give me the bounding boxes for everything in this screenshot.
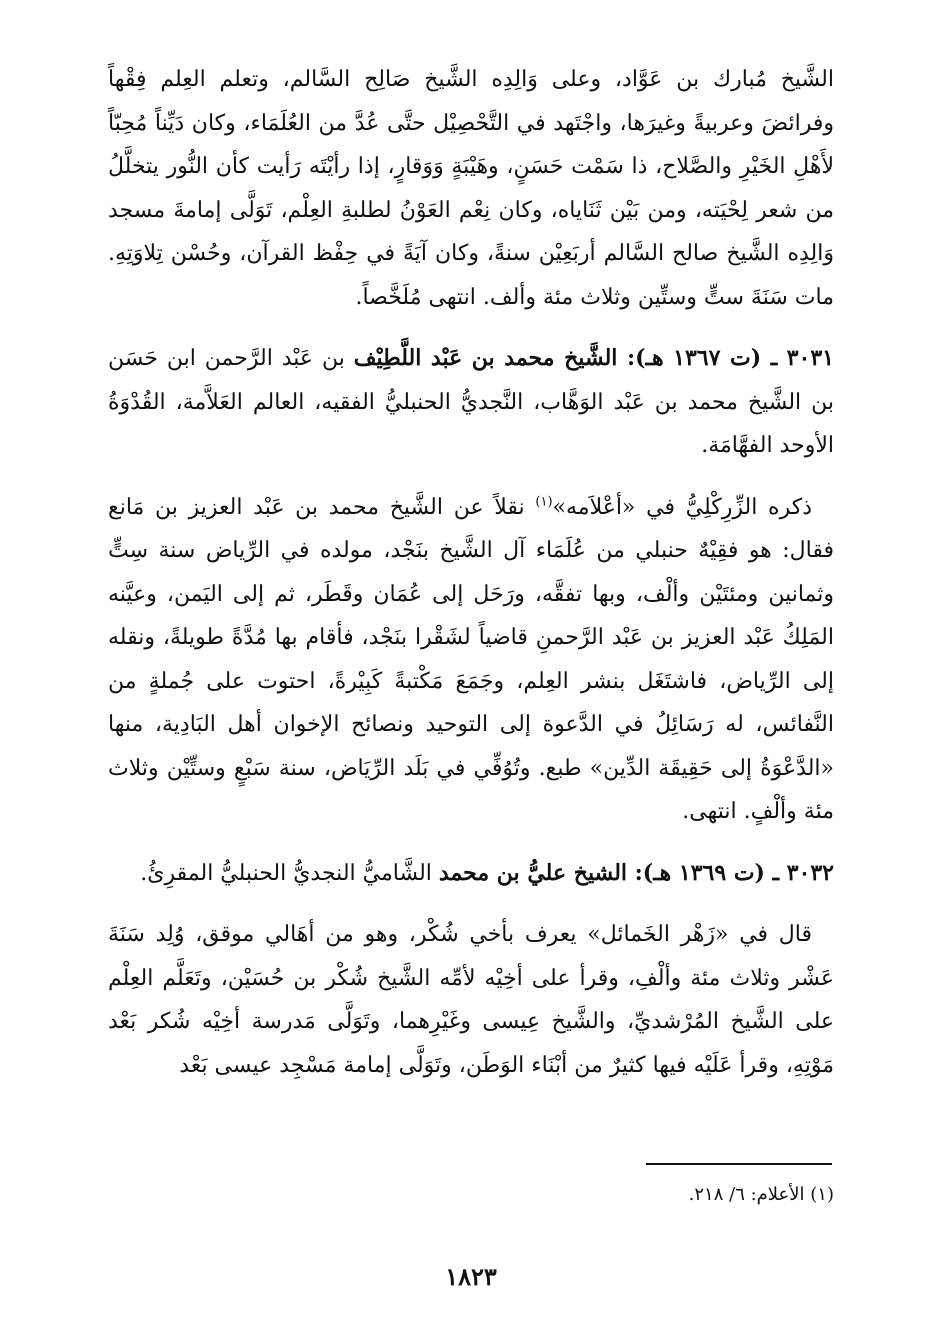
paragraph-continuation: الشَّيخ مُبارك بن عَوَّاد، وعلى وَالِدِه الشَّيخ صَالِح السَّالم، وتعلم العِلم فِقْهاً وفرائضَ وعربيةً وغيرَها، واجْتَهد في التَّحْصِيْل حتَّى عُدَّ من العُلَمَاء، وكان دَيِّناً مُحِبّاً لأَهْلِ الخَيْرِ والصَّلاح، ذا سَمْت حَسَنٍ، وهَيْبَةٍ وَوَقارٍ، إذا رأيْتَه رَأيت كأن النُّور يتخلَّلُ من شعر لِحْيَته، ومن بَيْن ثَنَاياه، وكان نِعْم العَوْنُ لطلبةِ العِلْم، تَوَلَّى إمامةَ مسجد وَالِدِه الشَّيخ صالح السَّالم أربَعِيْن سنةً، وكان آيَةً في حِفْظ القرآن، وحُسْن تِلاوَتِهِ. مات سَنَةَ ستٍّ وستِّين وثلاث مئة وألف. انتهى مُلَخَّصاً. bbox=[108, 67, 834, 310]
footnote-divider bbox=[646, 1163, 832, 1165]
paragraph-zirikli-text-a: ذكره الزِّرِكْلِيُّ في «أعْلاَمه» bbox=[552, 494, 812, 520]
page-body bbox=[108, 58, 834, 1087]
paragraph-zahr: قال في «زَهْر الخَمائل» يعرف بأخي شُكْر، وهو من أهَالي موقق، وُلِد سَنَةَ عَشْر وثلاث مئة وألْفِ، وقرأ على أخِيْه لأمِّه الشَّيخ شُكْر بن حُسَيْن، وتَعَلَّم العِلْم على الشَّيخ المُرْشديِّ، والشَّيخ عِيسى وغَيْرِهما، وتَوَلَّى مَدرسة أخِيْه شُكر بَعْد مَوْتِهِ، وقرأ عَلَيْه فيها كثيرٌ من أبْنَاء الوَطَن، وتَوَلَّى إمامة مَسْجِد عيسى بَعْد bbox=[108, 922, 834, 1078]
entry-3032 bbox=[108, 852, 834, 896]
entry-3032-heading: ٣٠٣٢ ـ (ت ١٣٦٩ هـ): الشيخ عليُّ بن محمد bbox=[438, 859, 834, 886]
footnote-reference: (١) bbox=[535, 494, 553, 510]
paragraph-zirikli bbox=[108, 486, 834, 834]
entry-3031-text: بن عَبْد الرَّحمن ابن حَسَن بن الشَّيخ محمد بن عَبْد الوَهَّاب، النَّجديُّ الحنبليُّ الفقيه، العالم العَلاَّمة، القُدْوَةُ الأوحد الفهَّامَة. bbox=[108, 346, 834, 458]
entry-3032-text: الشَّاميُّ النجديُّ الحنبليُّ المقرِئُ. bbox=[140, 860, 439, 886]
paragraph-zirikli-text-b: نقلاً عن الشَّيخ محمد بن عَبْد العزيز بن مَانع فقال: هو فقِيْهٌ حنبلي من عُلَمَاء آل الشَّيخ بنَجْد، مولده في الرِّياض سنة سِتٍّ وثمانين ومئتَيْن وألْف، وبها تفقَّه، ورَحَل إلى عُمَان وقَطَر، ثم إلى اليَمن، وعيَّنه المَلِكُ عَبْد العزيز بن عَبْد الرَّحمنِ قاضياً لشَقْرا بنَجْد، فأقام بها مُدَّةً طويلةً، ونقله إلى الرِّياض، فاشتَغَل بنشر العِلم، وجَمَعَ مَكْتبةً كَبِيْرةً، احتوت على جُملةٍ من النَّفائس، له رَسَائِلُ في الدَّعوة إلى التوحيد ونصائح الإخوان أهل البَادِية، منها «الدَّعْوَةُ إلى حَقِيقَة الدِّين» طبع. وتُوُفِّي في بَلَد الرِّيَاض، سنة سَبْعٍ وستِّيْن وثلاث مئة وألْفٍ. انتهى. bbox=[108, 494, 834, 824]
entry-3031 bbox=[108, 337, 834, 468]
entry-3031-heading: ٣٠٣١ ـ (ت ١٣٦٧ هـ): الشَّيخ محمد بن عَبْد اللَّطِيْف bbox=[353, 345, 834, 371]
page-number: ١٨٢٣ bbox=[445, 1262, 497, 1291]
footnote: (١) الأعلام: ٦/ ٢١٨. bbox=[688, 1184, 834, 1205]
